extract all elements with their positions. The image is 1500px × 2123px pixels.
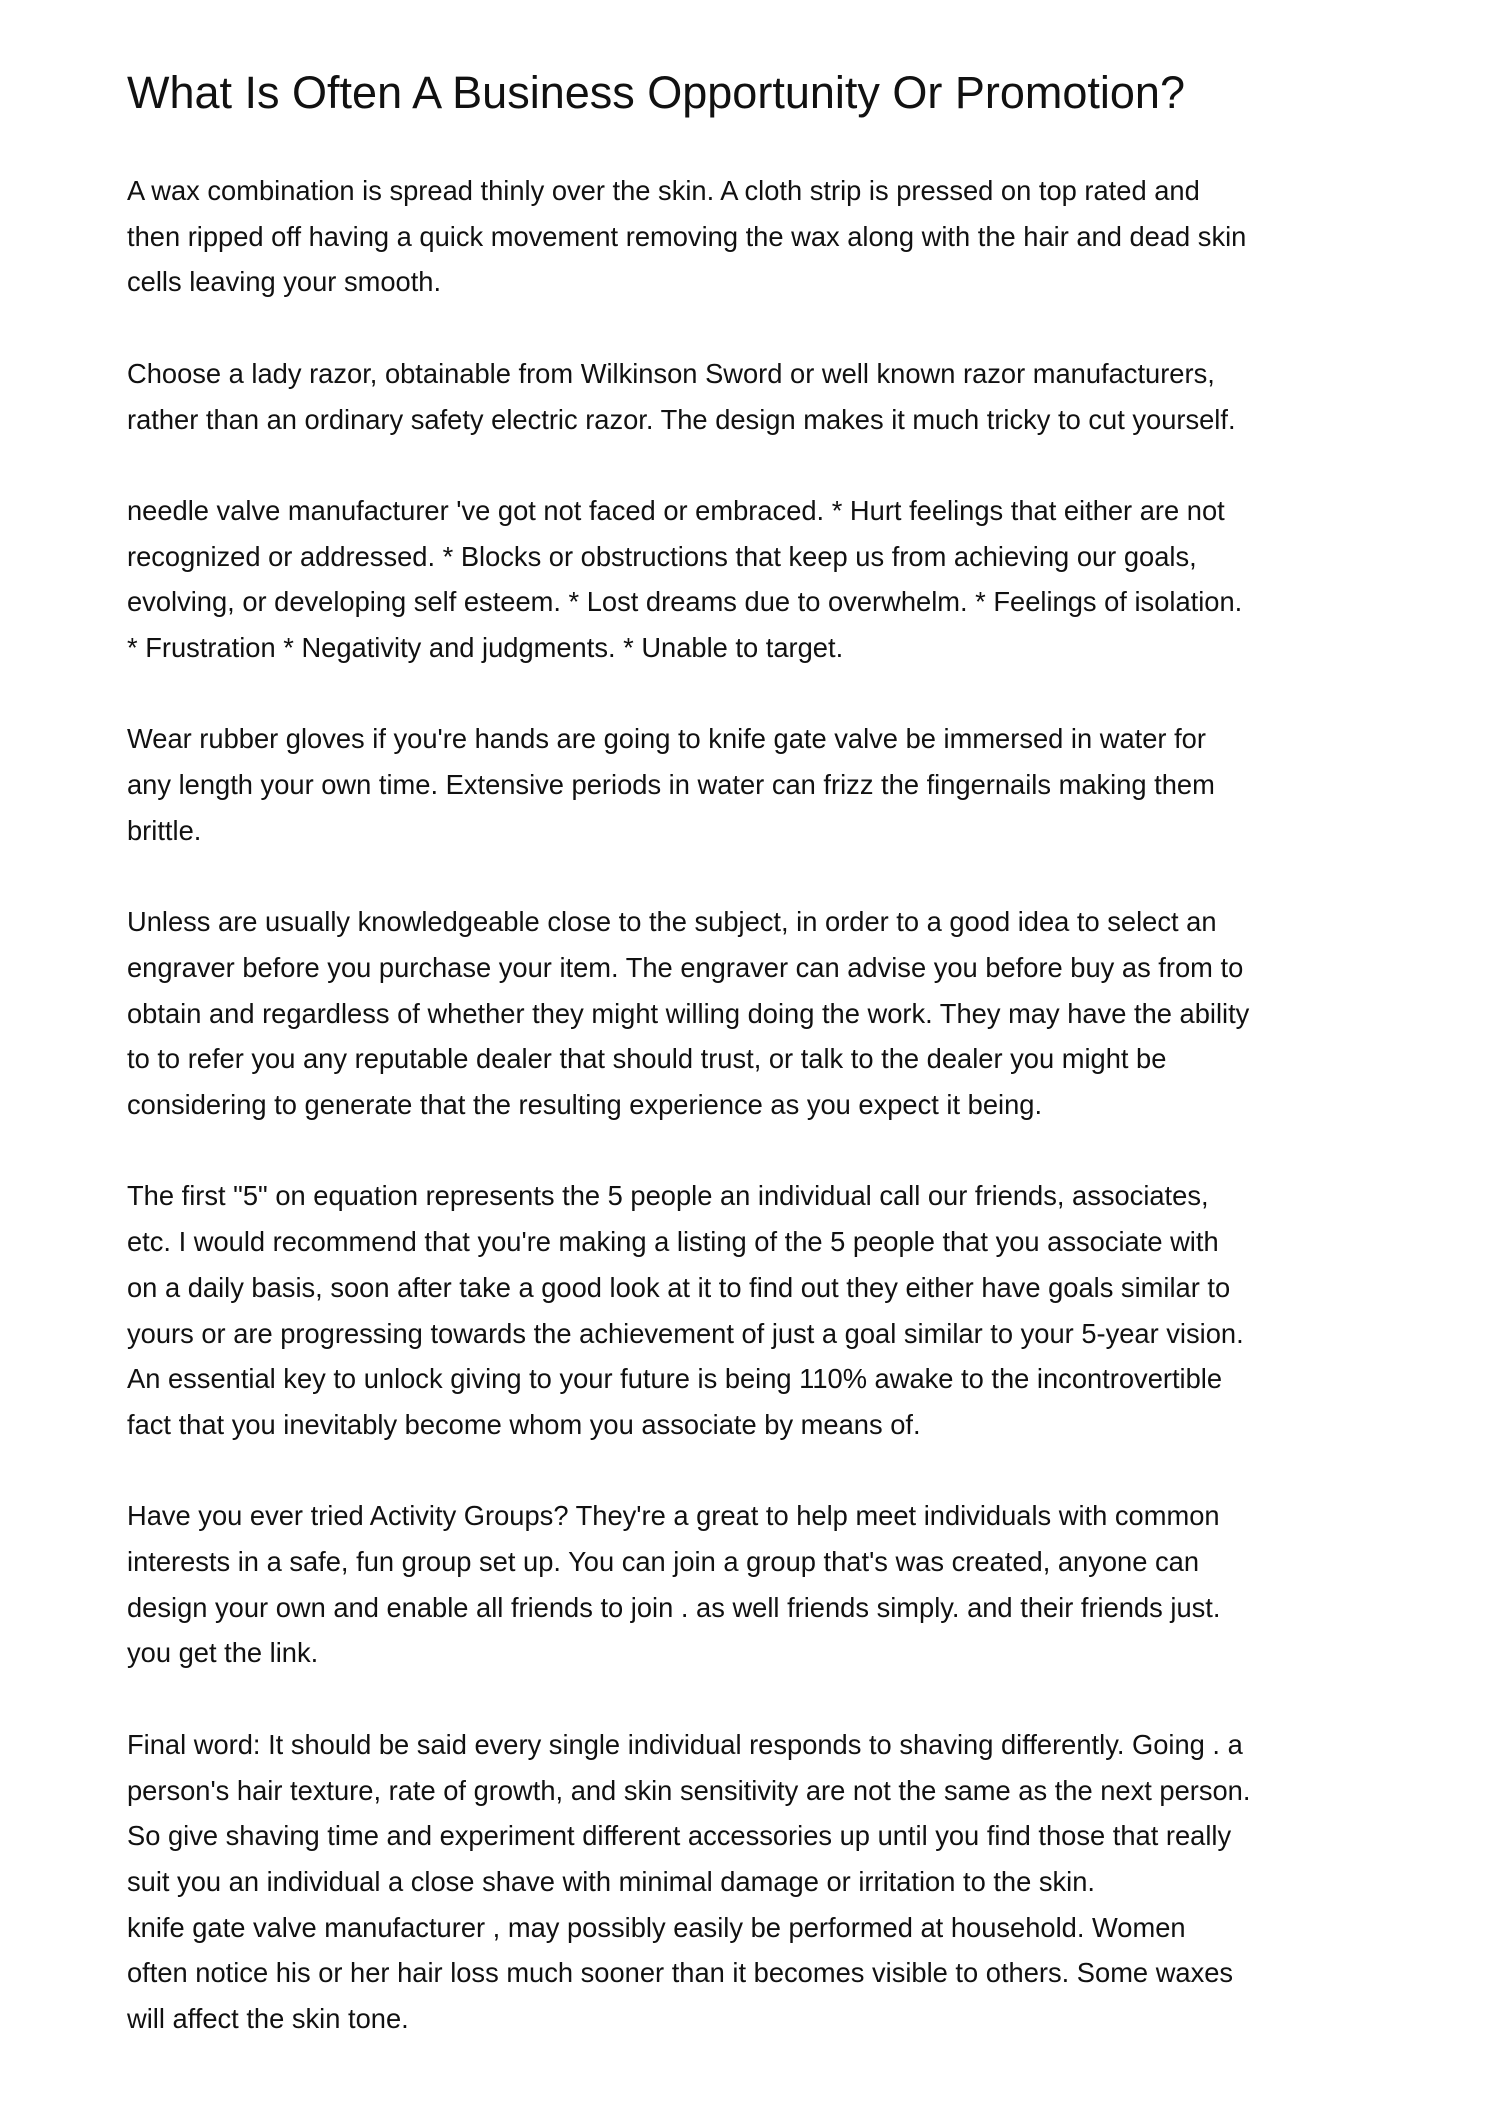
text-line: cells leaving your smooth.	[127, 266, 442, 298]
text-line: obtain and regardless of whether they might willing doing the work. They may have the ability	[127, 997, 1250, 1029]
text-line: suit you an individual a close shave with minimal damage or irritation to the skin.	[127, 1865, 1095, 1897]
text-line: any length your own time. Extensive periods in water can frizz the fingernails making them	[127, 769, 1215, 801]
text-line: etc. I would recommend that you're making a listing of the 5 people that you associate with	[127, 1226, 1219, 1258]
text-line: brittle.	[127, 814, 202, 846]
text-line: Choose a lady razor, obtainable from Wilkinson Sword or well known razor manufacturers,	[127, 357, 1215, 389]
text-line: to to refer you any reputable dealer that should trust, or talk to the dealer you might be	[127, 1043, 1167, 1075]
paragraph	[127, 168, 1427, 305]
text-line: An essential key to unlock giving to your future is being 110% awake to the incontrovertible	[127, 1363, 1223, 1395]
text-line: design your own and enable all friends to join . as well friends simply. and their friends just.	[127, 1591, 1221, 1623]
paragraph	[127, 1722, 1427, 2042]
text-line: on a daily basis, soon after take a good look at it to find out they either have goals similar to	[127, 1271, 1231, 1303]
page-title: What Is Often A Business Opportunity Or Promotion?	[127, 67, 1185, 118]
text-line: A wax combination is spread thinly over the skin. A cloth strip is pressed on top rated and	[127, 175, 1200, 206]
text-line: rather than an ordinary safety electric razor. The design makes it much tricky to cut yourself.	[127, 403, 1236, 435]
paragraph	[127, 1493, 1427, 1676]
text-line: then ripped off having a quick movement removing the wax along with the hair and dead skin	[127, 220, 1247, 252]
text-line: Have you ever tried Activity Groups? They're a great to help meet individuals with common	[127, 1500, 1220, 1532]
text-line: recognized or addressed. * Blocks or obstructions that keep us from achieving our goals,	[127, 540, 1197, 572]
text-line: engraver before you purchase your item. The engraver can advise you before buy as from to	[127, 951, 1244, 983]
text-line: evolving, or developing self esteem. * Lost dreams due to overwhelm. * Feelings of isolation.	[127, 586, 1243, 618]
text-line: considering to generate that the resulting experience as you expect it being.	[127, 1089, 1043, 1120]
text-line: The first "5" on equation represents the 5 people an individual call our friends, associates,	[127, 1180, 1209, 1212]
paragraph	[127, 1173, 1427, 1447]
text-line: Final word: It should be said every single individual responds to shaving differently. Going . a	[127, 1728, 1243, 1760]
text-line: interests in a safe, fun group set up. You can join a group that's was created, anyone can	[127, 1546, 1200, 1577]
text-line: fact that you inevitably become whom you associate by means of.	[127, 1408, 921, 1440]
text-line: So give shaving time and experiment different accessories up until you find those that really	[127, 1820, 1232, 1852]
text-line: you get the link.	[127, 1637, 319, 1669]
text-line: yours or are progressing towards the achievement of just a goal similar to your 5-year vision.	[127, 1317, 1244, 1349]
paragraph	[127, 899, 1427, 1128]
text-line: often notice his or her hair loss much sooner than it becomes visible to others. Some waxes	[127, 1957, 1234, 1989]
text-line: Wear rubber gloves if you're hands are going to knife gate valve be immersed in water for	[127, 723, 1206, 755]
text-line: person's hair texture, rate of growth, and skin sensitivity are not the same as the next person.	[127, 1774, 1251, 1806]
text-line: will affect the skin tone.	[127, 2003, 409, 2035]
text-line: * Frustration * Negativity and judgments. * Unable to target.	[127, 632, 844, 663]
paragraph	[127, 488, 1427, 671]
text-line: knife gate valve manufacturer , may possibly easily be performed at household. Women	[127, 1911, 1186, 1943]
text-line: Unless are usually knowledgeable close to the subject, in order to a good idea to select an	[127, 906, 1217, 938]
paragraph	[127, 716, 1427, 853]
article-body	[127, 168, 1427, 2087]
text-line: needle valve manufacturer 've got not faced or embraced. * Hurt feelings that either are not	[127, 494, 1225, 526]
paragraph	[127, 351, 1427, 442]
